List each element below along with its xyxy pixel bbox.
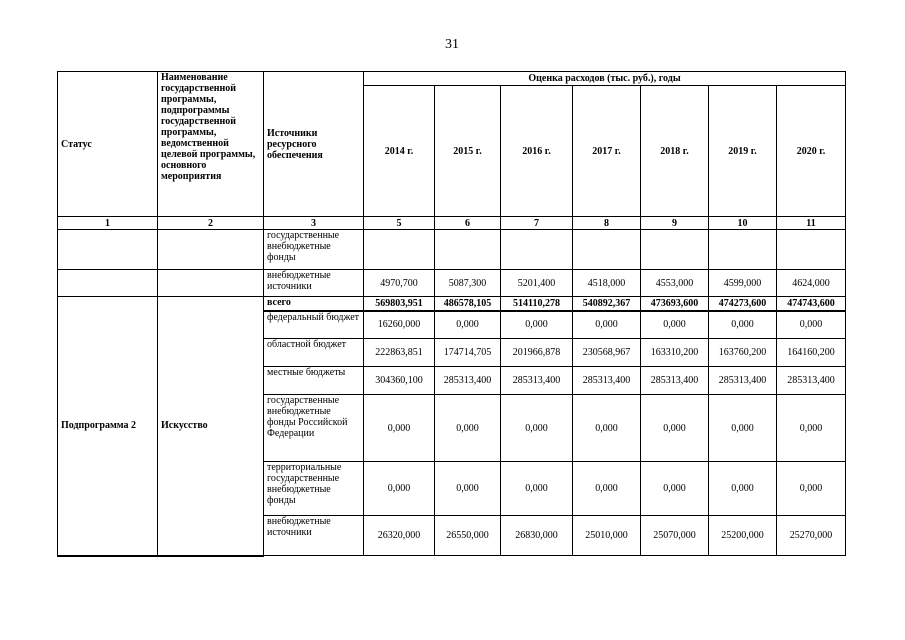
value-cell: 0,000 — [573, 311, 641, 339]
header-program-name: Наименование государственной программы, подпрограммы государственной программы, ведомственной целевой программы, основного мероприятия — [158, 72, 264, 217]
budget-table — [57, 71, 846, 557]
value-cell-total: 569803,951 — [364, 297, 435, 311]
column-number: 3 — [264, 217, 364, 230]
value-cell-total: 514110,278 — [501, 297, 573, 311]
value-cell: 0,000 — [641, 311, 709, 339]
value-cell-total: 486578,105 — [435, 297, 501, 311]
source-cell: государственные внебюджетные фонды — [264, 230, 364, 270]
value-cell — [435, 230, 501, 270]
header-year: 2020 г. — [777, 86, 846, 217]
value-cell — [709, 230, 777, 270]
value-cell: 304360,100 — [364, 367, 435, 395]
column-number: 7 — [501, 217, 573, 230]
value-cell — [501, 230, 573, 270]
empty-status-cell — [58, 270, 158, 297]
value-cell: 285313,400 — [709, 367, 777, 395]
value-cell: 174714,705 — [435, 339, 501, 367]
value-cell: 4624,000 — [777, 270, 846, 297]
subprogram-status: Подпрограмма 2 — [58, 297, 158, 556]
source-cell: федеральный бюджет — [264, 311, 364, 339]
header-year: 2016 г. — [501, 86, 573, 217]
value-cell: 0,000 — [501, 462, 573, 516]
value-cell: 25200,000 — [709, 516, 777, 556]
value-cell-total: 474273,600 — [709, 297, 777, 311]
header-year: 2017 г. — [573, 86, 641, 217]
value-cell: 0,000 — [435, 311, 501, 339]
table-row — [58, 270, 846, 297]
header-status: Статус — [58, 72, 158, 217]
value-cell: 16260,000 — [364, 311, 435, 339]
value-cell: 0,000 — [364, 462, 435, 516]
header-sources: Источники ресурсного обеспечения — [264, 72, 364, 217]
source-cell: внебюджетные источники — [264, 270, 364, 297]
value-cell — [364, 230, 435, 270]
header-year: 2018 г. — [641, 86, 709, 217]
source-cell: местные бюджеты — [264, 367, 364, 395]
source-cell: государственные внебюджетные фонды Российской Федерации — [264, 395, 364, 462]
header-year: 2014 г. — [364, 86, 435, 217]
column-numbers-row — [58, 217, 846, 230]
value-cell: 0,000 — [573, 462, 641, 516]
value-cell: 26830,000 — [501, 516, 573, 556]
value-cell: 4970,700 — [364, 270, 435, 297]
value-cell: 285313,400 — [641, 367, 709, 395]
value-cell: 285313,400 — [777, 367, 846, 395]
column-number: 9 — [641, 217, 709, 230]
value-cell: 285313,400 — [573, 367, 641, 395]
value-cell: 25070,000 — [641, 516, 709, 556]
empty-name-cell — [158, 230, 264, 270]
value-cell: 222863,851 — [364, 339, 435, 367]
column-number: 8 — [573, 217, 641, 230]
value-cell: 25010,000 — [573, 516, 641, 556]
value-cell: 25270,000 — [777, 516, 846, 556]
page-number: 31 — [445, 37, 459, 52]
value-cell-total: 473693,600 — [641, 297, 709, 311]
value-cell: 163310,200 — [641, 339, 709, 367]
value-cell: 26550,000 — [435, 516, 501, 556]
value-cell: 0,000 — [573, 395, 641, 462]
source-cell-total: всего — [264, 297, 364, 311]
value-cell: 0,000 — [501, 395, 573, 462]
value-cell-total: 540892,367 — [573, 297, 641, 311]
source-cell: внебюджетные источники — [264, 516, 364, 556]
value-cell: 164160,200 — [777, 339, 846, 367]
value-cell: 0,000 — [709, 311, 777, 339]
column-number: 2 — [158, 217, 264, 230]
header-year: 2019 г. — [709, 86, 777, 217]
empty-status-cell — [58, 230, 158, 270]
column-number: 11 — [777, 217, 846, 230]
value-cell: 0,000 — [777, 395, 846, 462]
value-cell: 4518,000 — [573, 270, 641, 297]
table-row — [58, 230, 846, 270]
value-cell: 0,000 — [641, 462, 709, 516]
column-number: 6 — [435, 217, 501, 230]
value-cell: 285313,400 — [435, 367, 501, 395]
column-number: 10 — [709, 217, 777, 230]
value-cell: 0,000 — [435, 395, 501, 462]
value-cell: 201966,878 — [501, 339, 573, 367]
value-cell: 0,000 — [364, 395, 435, 462]
value-cell — [777, 230, 846, 270]
value-cell: 285313,400 — [501, 367, 573, 395]
value-cell: 5087,300 — [435, 270, 501, 297]
empty-name-cell — [158, 270, 264, 297]
value-cell: 0,000 — [501, 311, 573, 339]
value-cell: 5201,400 — [501, 270, 573, 297]
value-cell: 0,000 — [777, 311, 846, 339]
value-cell: 4553,000 — [641, 270, 709, 297]
source-cell: территориальные государственные внебюджетные фонды — [264, 462, 364, 516]
value-cell: 0,000 — [709, 462, 777, 516]
value-cell: 0,000 — [435, 462, 501, 516]
subprogram-name: Искусство — [158, 297, 264, 556]
header-year: 2015 г. — [435, 86, 501, 217]
value-cell: 0,000 — [777, 462, 846, 516]
value-cell: 230568,967 — [573, 339, 641, 367]
value-cell — [573, 230, 641, 270]
value-cell: 0,000 — [709, 395, 777, 462]
value-cell: 4599,000 — [709, 270, 777, 297]
header-expense-estimate: Оценка расходов (тыс. руб.), годы — [364, 72, 846, 86]
source-cell: областной бюджет — [264, 339, 364, 367]
value-cell — [641, 230, 709, 270]
value-cell: 0,000 — [641, 395, 709, 462]
value-cell: 26320,000 — [364, 516, 435, 556]
column-number: 1 — [58, 217, 158, 230]
table-row-total — [58, 297, 846, 311]
value-cell: 163760,200 — [709, 339, 777, 367]
column-number: 5 — [364, 217, 435, 230]
value-cell-total: 474743,600 — [777, 297, 846, 311]
